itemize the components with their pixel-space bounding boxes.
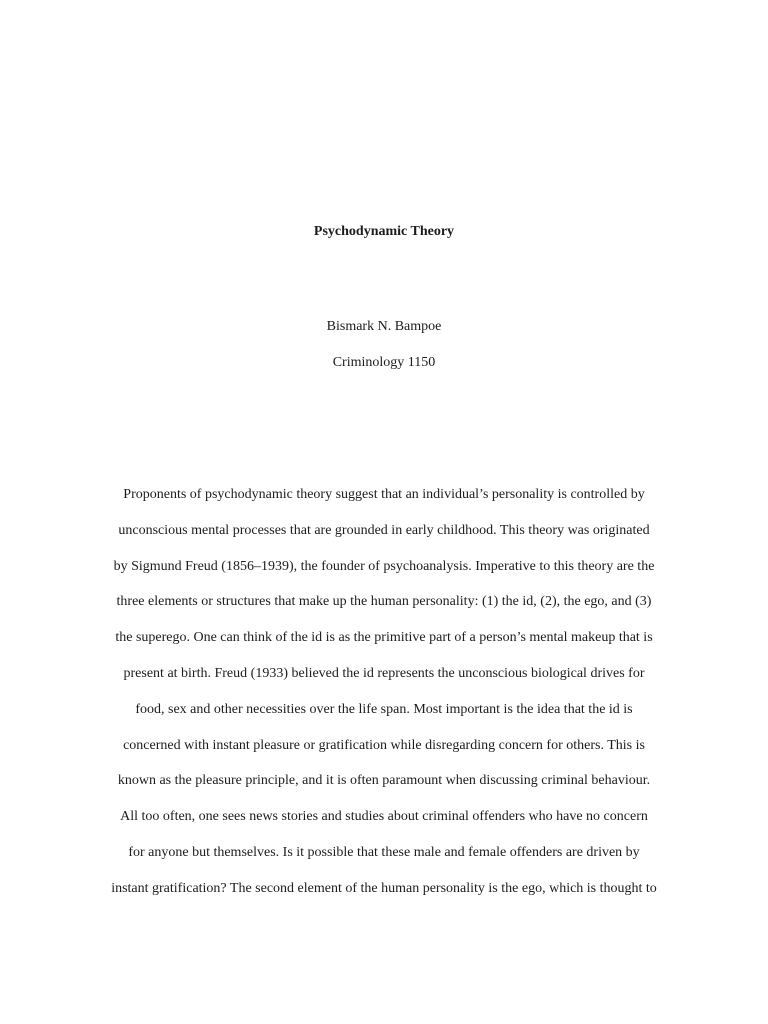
paragraph-line: concerned with instant pleasure or gratification while disregarding concern for others. This is [123, 737, 645, 753]
document-title: Psychodynamic Theory [313, 224, 455, 239]
author-name: Bismark N. Bampoe [326, 319, 442, 334]
paragraph-line: Proponents of psychodynamic theory suggest that an individual’s personality is controlled by [123, 487, 645, 502]
course-name: Criminology 1150 [332, 355, 436, 370]
paragraph-line: food, sex and other necessities over the life span. Most important is the idea that the id is [135, 701, 633, 717]
paragraph-line: present at birth. Freud (1933) believed the id represents the unconscious biological drives for [123, 665, 645, 681]
paragraph-line: by Sigmund Freud (1856–1939), the founder of psychoanalysis. Imperative to this theory are the [113, 558, 655, 574]
paragraph-line: for anyone but themselves. Is it possible that these male and female offenders are driven by [128, 844, 640, 860]
paragraph-line: instant gratification? The second element of the human personality is the ego, which is thought to [111, 880, 657, 896]
paragraph-line: known as the pleasure principle, and it is often paramount when discussing criminal behaviour. [117, 773, 651, 789]
paragraph-line: All too often, one sees news stories and studies about criminal offenders who have no concern [120, 809, 648, 825]
body-paragraph [80, 483, 688, 913]
paragraph-line: unconscious mental processes that are grounded in early childhood. This theory was originated [118, 522, 650, 538]
paragraph-line: the superego. One can think of the id is as the primitive part of a person’s mental makeup that is [115, 630, 653, 646]
paragraph-line: three elements or structures that make up the human personality: (1) the id, (2), the ego, and (3) [116, 594, 652, 610]
